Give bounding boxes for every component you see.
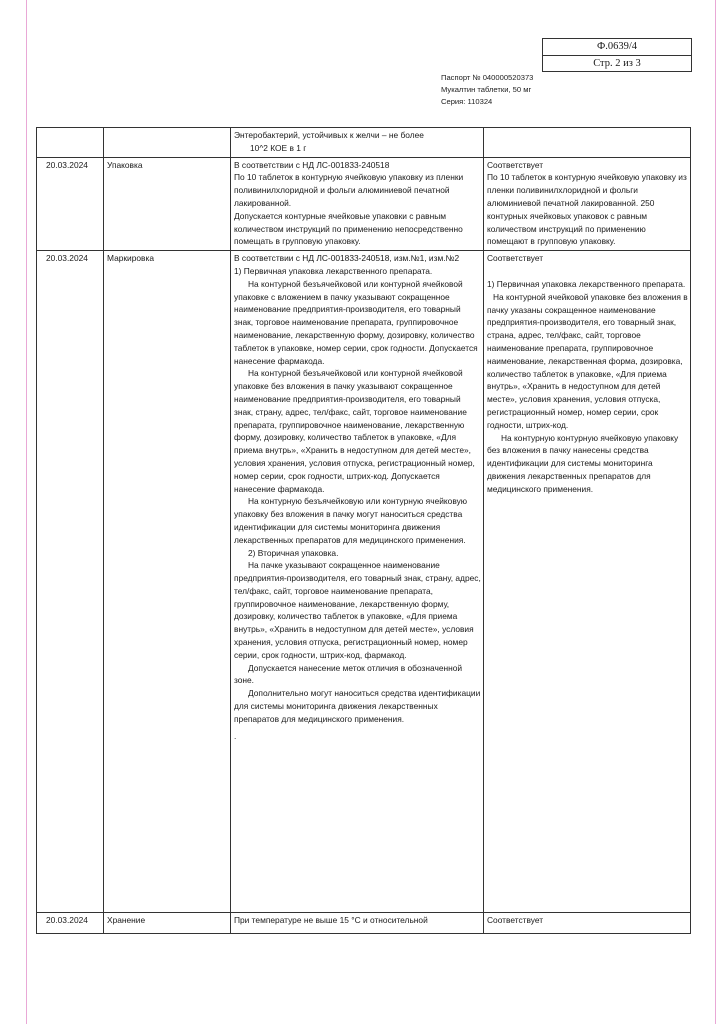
requirement-cell: [231, 913, 484, 934]
requirement-text: 2) Вторичная упаковка.: [248, 547, 339, 558]
parameter-cell: Хранение: [104, 913, 231, 934]
table-row: [37, 157, 691, 251]
requirement-text: На контурной безъячейковой или контурной ячейковой упаковке без вложения в пачку указывают сокращенное наименование предприятия-производителя, его товарный знак, страну, адрес, тел/факс, сайт, торговое наименование препарата, группировочное наименование, лекарственную форму, дозировку, количество таблеток в упаковке, «Для приема внутрь», «Хранить в недоступном для детей месте», условия хранения, условия отпуска, регистрационный номер, номер серии, срок годности, штрих-код. Допускается нанесение фармакода.: [234, 368, 475, 494]
requirement-text: Допускается нанесение меток отличия в обозначенной зоне.: [234, 662, 463, 686]
result-cell: [484, 913, 691, 934]
requirement-text: Допускается контурные ячейковые упаковки с равным количеством инструкций по применению непосредственно помещать в групповую упаковку.: [234, 210, 463, 247]
test-results-table: [36, 127, 691, 934]
series-number: Серия: 110324: [441, 97, 493, 107]
passport-block: [441, 72, 533, 109]
parameter-cell: Упаковка: [104, 157, 231, 251]
form-code: Ф.0639/4: [596, 41, 638, 52]
parameter-cell: [104, 128, 231, 158]
requirement-text: 1) Первичная упаковка лекарственного препарата.: [234, 265, 433, 276]
page-number: Стр. 2 из 3: [543, 55, 691, 72]
date-cell: 20.03.2024: [37, 157, 104, 251]
result-text: По 10 таблеток в контурную ячейковую упаковку из пленки поливинилхлоридной и фольги алюминиевой печатной лакированной. 250 контурных ячейковых упаковок с равным количеством инструкций по применению помещают в групповую упаковку.: [487, 172, 687, 247]
result-text: На контурной ячейковой упаковке без вложения в пачку указаны сокращенное наименование предприятия-производителя, его товарный знак, страна, адрес, тел/факс, сайт, торговое наименование препарата, группировочное наименование, лекарственная форма, дозировка, количество таблеток в упаковке, «Для приема внутрь», «Хранить в недоступном для детей месте», условия хранения, условия отпуска, регистрационный номер, номер серии, срок годности, штрих-код.: [487, 291, 688, 430]
requirement-cell: [231, 128, 484, 158]
margin-line-left: [26, 0, 27, 1024]
requirement-text: Энтеробактерий, устойчивых к желчи – не более: [234, 130, 424, 140]
passport-number: Паспорт № 040000520373: [441, 73, 534, 82]
result-text: Соответствует: [487, 915, 544, 926]
requirement-text: На пачке указывают сокращенное наименование предприятия-производителя, его товарный знак, страну, адрес, тел/факс, сайт, торговое наименование препарата, группировочное наименование, лекарственную форму, дозировку, количество таблеток в упаковке, «Для приема внутрь», «Хранить в недоступном для детей месте», условия хранения, условия отпуска, регистрационный номер, номер серии, срок годности, штрих-код, фармакод.: [234, 560, 481, 660]
requirement-text: .: [234, 730, 237, 741]
product-name: Мукалтин таблетки, 50 мг: [441, 85, 532, 95]
form-code-box: [542, 38, 692, 72]
result-cell: [484, 251, 691, 913]
requirement-text: На контурной безъячейковой или контурной ячейковой упаковке с вложением в пачку указывают сокращенное наименование предприятия-производителя, его товарный знак, торговое наименование препарата, группировочное наименование, лекарственную форму, дозировку, количество таблеток в упаковке, номер серии, срок годности. Допускается нанесение фармакода.: [234, 278, 478, 366]
requirement-text: В соответствии с НД ЛС-001833-240518, изм.№1, изм.№2: [234, 253, 460, 264]
result-text: На контурную контурную ячейковую упаковку без вложения в пачку нанесены средства идентификации для системы мониторинга движения лекарственных препаратов для медицинского применения.: [487, 432, 679, 494]
requirement-text: По 10 таблеток в контурную ячейковую упаковку из пленки поливинилхлоридной и фольги алюминиевой печатной лакированной.: [234, 172, 464, 208]
result-cell: [484, 157, 691, 251]
requirement-text: В соответствии с НД ЛС-001833-240518: [234, 159, 390, 170]
date-cell: 20.03.2024: [37, 251, 104, 913]
table-row: [37, 913, 691, 934]
result-text: 1) Первичная упаковка лекарственного препарата.: [487, 278, 686, 289]
result-cell: [484, 128, 691, 158]
spacer: [487, 265, 688, 278]
requirement-text: При температуре не выше 15 °С и относительной: [234, 915, 428, 926]
requirement-text: Дополнительно могут наноситься средства идентификации для системы мониторинга движения лекарственных препаратов для медицинского применения.: [234, 688, 481, 724]
result-text: Соответствует: [487, 253, 544, 264]
table-row: [37, 251, 691, 913]
parameter-cell: Маркировка: [104, 251, 231, 913]
date-cell: 20.03.2024: [37, 913, 104, 934]
requirement-text: На контурную безъячейковую или контурную ячейковую упаковку без вложения в пачку могут наноситься средства идентификации для системы мониторинга движения лекарственных препаратов для медицинского применения.: [234, 496, 468, 545]
spacer: [234, 927, 481, 931]
result-text: Соответствует: [487, 159, 544, 170]
table-row: [37, 128, 691, 158]
margin-line-right: [715, 0, 716, 1024]
date-cell: [37, 128, 104, 158]
requirement-cell: [231, 157, 484, 251]
requirement-text: 10^2 КОЕ в 1 г: [250, 142, 307, 153]
requirement-cell: [231, 251, 484, 913]
